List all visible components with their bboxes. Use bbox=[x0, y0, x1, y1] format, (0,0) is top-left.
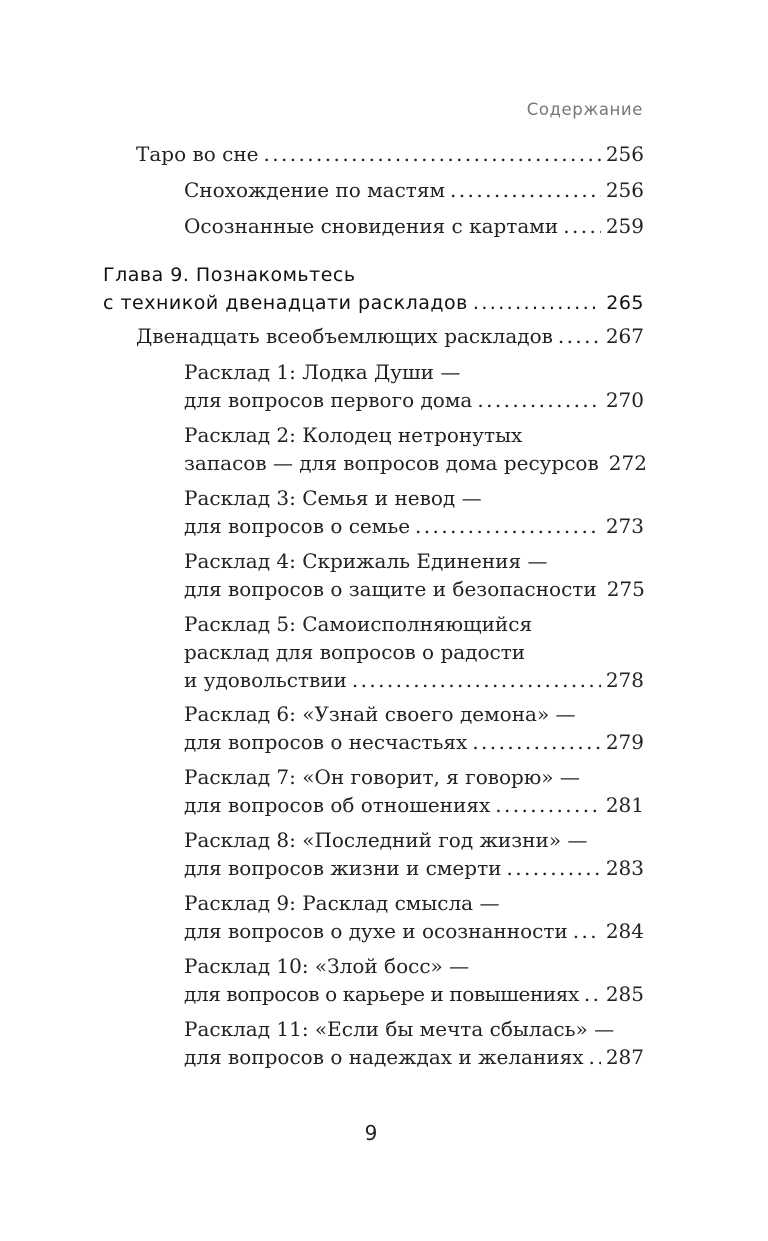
toc-entry-title: Расклад 3: Семья и невод — bbox=[184, 486, 482, 510]
toc-entry-rasklad-3 bbox=[0, 484, 644, 540]
toc-entry-line bbox=[184, 575, 644, 603]
toc-entry-line bbox=[184, 952, 644, 980]
toc-entry-rasklad-5 bbox=[0, 610, 644, 694]
toc-entry-osoznannye bbox=[0, 212, 644, 240]
toc-entry-title: Расклад 6: «Узнай своего демона» — bbox=[184, 702, 576, 726]
toc-entry-title: Снохождение по мастям bbox=[184, 178, 446, 202]
toc-page-number: 270 bbox=[605, 388, 644, 412]
toc-entry-title: Глава 9. Познакомьтесь bbox=[103, 264, 356, 286]
dot-leader bbox=[495, 791, 601, 819]
toc-entry-line bbox=[136, 322, 644, 350]
toc-entry-line bbox=[184, 421, 644, 449]
toc-page-number: 273 bbox=[605, 514, 644, 538]
toc-entry-line bbox=[184, 728, 644, 756]
toc-entry-line bbox=[184, 666, 644, 694]
running-head: Содержание bbox=[526, 100, 643, 119]
toc-entry-dvenadtsat bbox=[0, 322, 644, 350]
toc-entry-title: и удовольствии bbox=[184, 668, 347, 692]
toc-entry-line bbox=[184, 484, 644, 512]
toc-entry-line bbox=[184, 980, 644, 1008]
toc-entry-rasklad-9 bbox=[0, 889, 644, 945]
page-number: 9 bbox=[364, 1121, 378, 1145]
toc-entry-title: для вопросов о надеждах и желаниях bbox=[184, 1045, 584, 1069]
toc-page-number: 285 bbox=[605, 982, 644, 1006]
toc-entry-rasklad-11 bbox=[0, 1015, 644, 1071]
dot-leader bbox=[563, 212, 601, 240]
toc-entry-title: для вопросов об отношениях bbox=[184, 793, 491, 817]
toc-entry-title: для вопросов о духе и осознанности bbox=[184, 919, 568, 943]
toc-page-number: 281 bbox=[605, 793, 644, 817]
toc-entry-title: запасов — для вопросов дома ресурсов bbox=[184, 451, 599, 475]
toc-entry-line bbox=[184, 449, 647, 477]
dot-leader bbox=[472, 728, 601, 756]
dot-leader bbox=[506, 854, 600, 882]
toc-page-number: 267 bbox=[605, 324, 644, 348]
toc-entry-title: для вопросов первого дома bbox=[184, 388, 473, 412]
dot-leader bbox=[589, 1043, 601, 1071]
toc-entry-title: Расклад 5: Самоисполняющийся bbox=[184, 612, 533, 636]
toc-page-number: 256 bbox=[605, 178, 644, 202]
toc-entry-glava-9 bbox=[0, 261, 644, 317]
toc-entry-title: Расклад 9: Расклад смысла — bbox=[184, 891, 500, 915]
toc-entry-title: для вопросов о семье bbox=[184, 514, 411, 538]
toc-entry-title: расклад для вопросов о радости bbox=[184, 640, 526, 664]
toc-page-number: 278 bbox=[605, 668, 644, 692]
toc-page-number: 256 bbox=[605, 142, 644, 166]
toc-entry-line bbox=[184, 700, 644, 728]
dot-leader bbox=[264, 140, 601, 168]
toc-entry-title: Расклад 2: Колодец нетронутых bbox=[184, 423, 523, 447]
toc-entry-title: для вопросов о несчастьях bbox=[184, 730, 468, 754]
toc-entry-title: Расклад 7: «Он говорит, я говорю» — bbox=[184, 765, 580, 789]
toc-page-number: 265 bbox=[606, 292, 644, 314]
toc-entry-title: Расклад 1: Лодка Души — bbox=[184, 360, 461, 384]
toc-entry-line bbox=[184, 854, 644, 882]
toc-page-number: 279 bbox=[605, 730, 644, 754]
toc-entry-line bbox=[184, 889, 644, 917]
toc-page-number: 284 bbox=[605, 919, 644, 943]
toc-entry-line bbox=[184, 1015, 644, 1043]
toc-entry-line bbox=[184, 212, 644, 240]
toc-entry-rasklad-8 bbox=[0, 826, 644, 882]
toc-entry-line bbox=[184, 826, 644, 854]
toc-entry-title: Расклад 10: «Злой босс» — bbox=[184, 954, 470, 978]
toc-entry-title: Таро во сне bbox=[136, 142, 259, 166]
toc-entry-line bbox=[184, 358, 644, 386]
toc-entry-line bbox=[184, 638, 644, 666]
toc-entry-snohozhdenie bbox=[0, 176, 644, 204]
toc-entry-title: с техникой двенадцати раскладов bbox=[103, 292, 468, 314]
toc-entry-title: Двенадцать всеобъемлющих раскладов bbox=[136, 324, 553, 348]
toc-entry-rasklad-10 bbox=[0, 952, 644, 1008]
toc-entry-title: Расклад 11: «Если бы мечта сбылась» — bbox=[184, 1017, 615, 1041]
toc-page-number: 283 bbox=[605, 856, 644, 880]
toc-entry-rasklad-6 bbox=[0, 700, 644, 756]
toc-entry-taro-vo-sne bbox=[0, 140, 644, 168]
toc-page-number: 275 bbox=[606, 577, 645, 601]
toc-entry-rasklad-1 bbox=[0, 358, 644, 414]
toc-entry-title: для вопросов о защите и безопасности bbox=[184, 577, 597, 601]
dot-leader bbox=[415, 512, 601, 540]
toc-entry-line bbox=[184, 176, 644, 204]
dot-leader bbox=[450, 176, 601, 204]
toc-entry-title: Расклад 8: «Последний год жизни» — bbox=[184, 828, 588, 852]
toc-entry-line bbox=[184, 791, 644, 819]
toc-entry-line bbox=[184, 1043, 644, 1071]
toc-entry-line bbox=[103, 261, 644, 289]
toc-entry-title: для вопросов жизни и смерти bbox=[184, 856, 502, 880]
toc-entry-line bbox=[184, 610, 644, 638]
dot-leader bbox=[477, 386, 601, 414]
toc-entry-rasklad-7 bbox=[0, 763, 644, 819]
toc-page-number: 259 bbox=[605, 214, 644, 238]
toc-entry-line bbox=[184, 547, 644, 575]
toc-entry-line bbox=[136, 140, 644, 168]
toc-entry-title: для вопросов о карьере и повышениях bbox=[184, 982, 579, 1006]
toc-page-number: 272 bbox=[608, 451, 647, 475]
toc-page-number: 287 bbox=[605, 1045, 644, 1069]
toc-entry-line bbox=[184, 763, 644, 791]
toc-entry-line bbox=[184, 512, 644, 540]
toc-entry-title: Осознанные сновидения с картами bbox=[184, 214, 559, 238]
toc-entry-rasklad-2 bbox=[0, 421, 647, 477]
toc-entry-rasklad-4 bbox=[0, 547, 644, 603]
toc-entry-line bbox=[184, 917, 644, 945]
dot-leader bbox=[558, 322, 601, 350]
dot-leader bbox=[473, 289, 601, 317]
toc-entry-line bbox=[103, 289, 644, 317]
toc-entry-line bbox=[184, 386, 644, 414]
dot-leader bbox=[584, 980, 601, 1008]
dot-leader bbox=[352, 666, 601, 694]
toc-entry-title: Расклад 4: Скрижаль Единения — bbox=[184, 549, 548, 573]
dot-leader bbox=[573, 917, 601, 945]
